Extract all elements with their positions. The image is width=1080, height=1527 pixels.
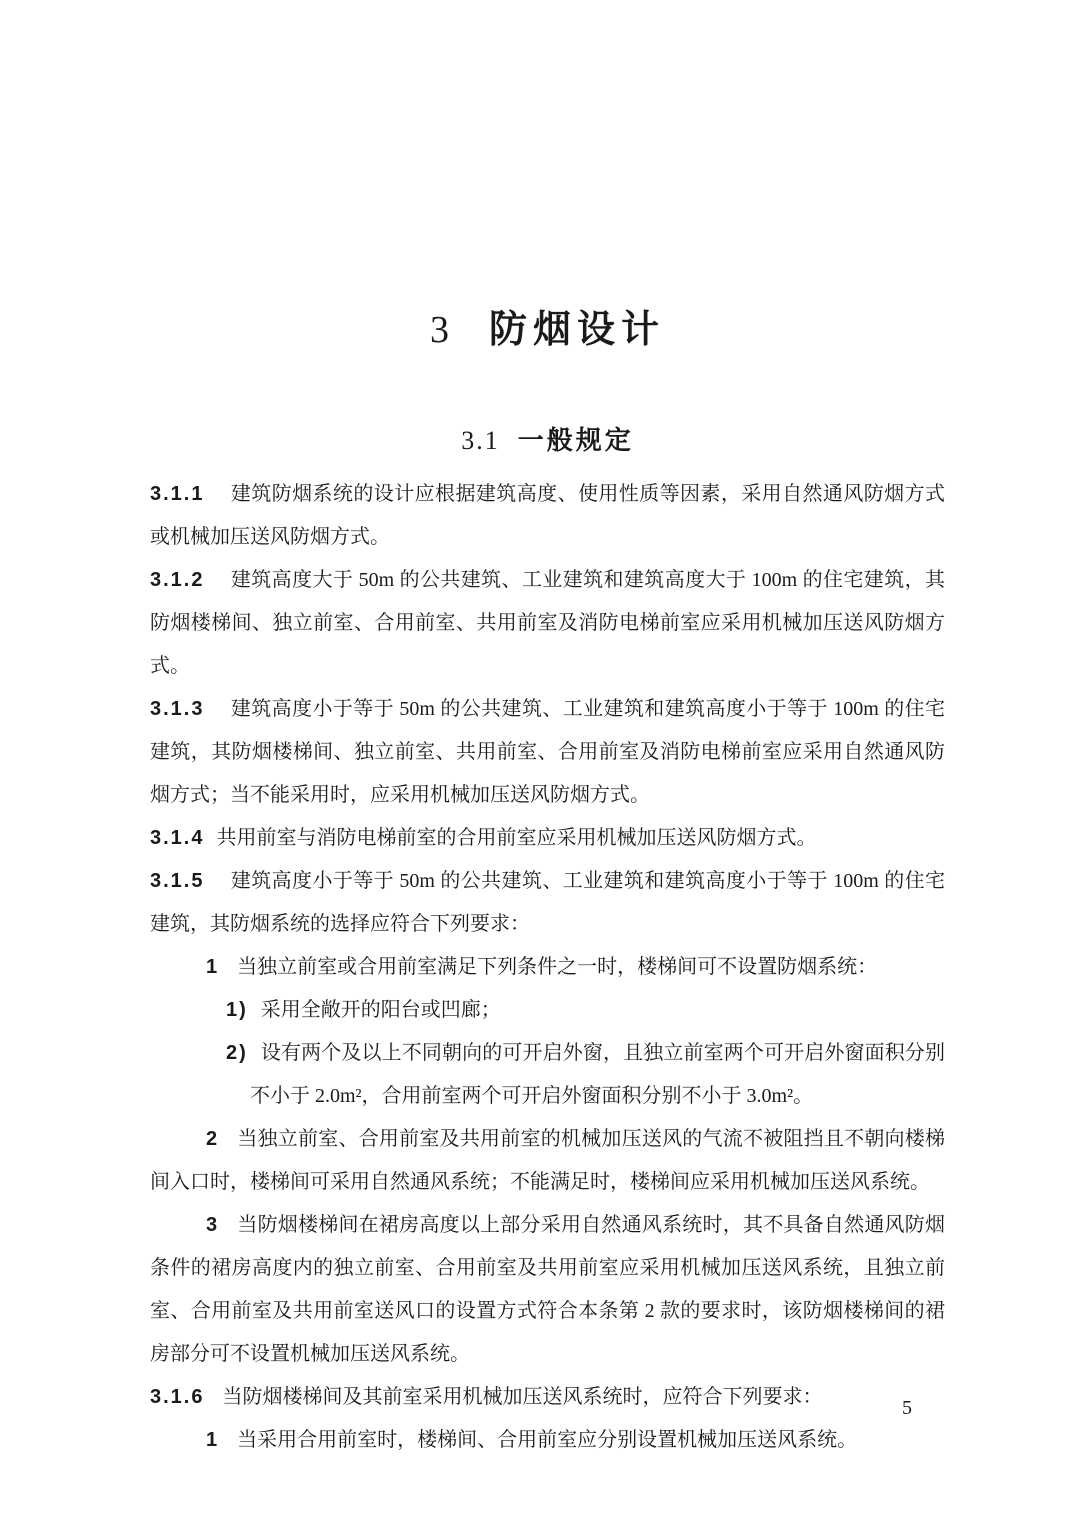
clause-3-1-1-number: 3.1.1	[150, 483, 205, 505]
clause-3-1-5-text: 建筑高度小于等于 50m 的公共建筑、工业建筑和建筑高度小于等于 100m 的住宅建筑，其防烟系统的选择应符合下列要求：	[150, 870, 945, 935]
clause-3-1-1	[150, 473, 945, 559]
clause-3-1-5	[150, 860, 945, 946]
clause-3-1-5-item-2-text: 当独立前室、合用前室及共用前室的机械加压送风的气流不被阻挡且不朝向楼梯间入口时，楼梯间可采用自然通风系统；不能满足时，楼梯间应采用机械加压送风系统。	[150, 1128, 945, 1193]
clause-3-1-5-item-3-text: 当防烟楼梯间在裙房高度以上部分采用自然通风系统时，其不具备自然通风防烟条件的裙房高度内的独立前室、合用前室及共用前室应采用机械加压送风系统，且独立前室、合用前室及共用前室送风口的设置方式符合本条第 2 款的要求时，该防烟楼梯间的裙房部分可不设置机械加压送风系统。	[150, 1214, 945, 1365]
clause-3-1-5-item-3	[150, 1204, 945, 1376]
clause-3-1-2-number: 3.1.2	[150, 569, 205, 591]
clause-3-1-2	[150, 559, 945, 688]
section-title: 一般规定	[517, 425, 634, 455]
clause-3-1-2-text: 建筑高度大于 50m 的公共建筑、工业建筑和建筑高度大于 100m 的住宅建筑，其防烟楼梯间、独立前室、合用前室、共用前室及消防电梯前室应采用机械加压送风防烟方式。	[150, 569, 945, 677]
clause-3-1-5-item-1-number: 1	[206, 956, 220, 978]
section-heading	[150, 424, 945, 457]
clause-3-1-5-item-2	[150, 1118, 945, 1204]
page-content	[150, 0, 945, 1462]
clause-3-1-5-item-1-sub-2	[150, 1032, 945, 1118]
chapter-number: 3	[429, 309, 451, 351]
clause-3-1-5-item-1-sub-2-text: 设有两个及以上不同朝向的可开启外窗，且独立前室两个可开启外窗面积分别不小于 2.0m²，合用前室两个可开启外窗面积分别不小于 3.0m²。	[250, 1042, 945, 1107]
clause-3-1-6-text: 当防烟楼梯间及其前室采用机械加压送风系统时，应符合下列要求：	[222, 1386, 823, 1408]
clause-3-1-5-item-1-sub-1	[150, 989, 945, 1032]
clause-3-1-5-item-1-sub-2-number: 2)	[226, 1042, 248, 1064]
clause-3-1-6-item-1	[150, 1419, 945, 1462]
clause-3-1-3-text: 建筑高度小于等于 50m 的公共建筑、工业建筑和建筑高度小于等于 100m 的住宅建筑，其防烟楼梯间、独立前室、共用前室、合用前室及消防电梯前室应采用自然通风防烟方式；当不能采用时，应采用机械加压送风防烟方式。	[150, 698, 945, 806]
clause-3-1-6-number: 3.1.6	[150, 1386, 205, 1408]
clause-3-1-6-item-1-text: 当采用合用前室时，楼梯间、合用前室应分别设置机械加压送风系统。	[237, 1429, 858, 1451]
body-text	[150, 473, 945, 1462]
clause-3-1-5-item-3-number: 3	[206, 1214, 220, 1236]
clause-3-1-5-item-1	[150, 946, 945, 989]
clause-3-1-3-number: 3.1.3	[150, 698, 205, 720]
clause-3-1-5-number: 3.1.5	[150, 870, 205, 892]
chapter-heading	[150, 306, 945, 354]
clause-3-1-5-item-2-number: 2	[206, 1128, 220, 1150]
section-number: 3.1	[461, 426, 500, 455]
clause-3-1-1-text: 建筑防烟系统的设计应根据建筑高度、使用性质等因素，采用自然通风防烟方式或机械加压送风防烟方式。	[150, 483, 945, 548]
clause-3-1-3	[150, 688, 945, 817]
clause-3-1-4	[150, 817, 945, 860]
clause-3-1-5-item-1-text: 当独立前室或合用前室满足下列条件之一时，楼梯间可不设置防烟系统：	[237, 956, 878, 978]
clause-3-1-4-number: 3.1.4	[150, 827, 205, 849]
clause-3-1-6-item-1-number: 1	[206, 1429, 220, 1451]
page-number: 5	[902, 1397, 912, 1419]
clause-3-1-5-item-1-sub-1-number: 1)	[226, 999, 248, 1021]
clause-3-1-6	[150, 1376, 945, 1419]
chapter-title: 防烟设计	[488, 309, 665, 351]
clause-3-1-4-text: 共用前室与消防电梯前室的合用前室应采用机械加压送风防烟方式。	[216, 827, 817, 849]
clause-3-1-5-item-1-sub-1-text: 采用全敞开的阳台或凹廊；	[260, 999, 501, 1021]
